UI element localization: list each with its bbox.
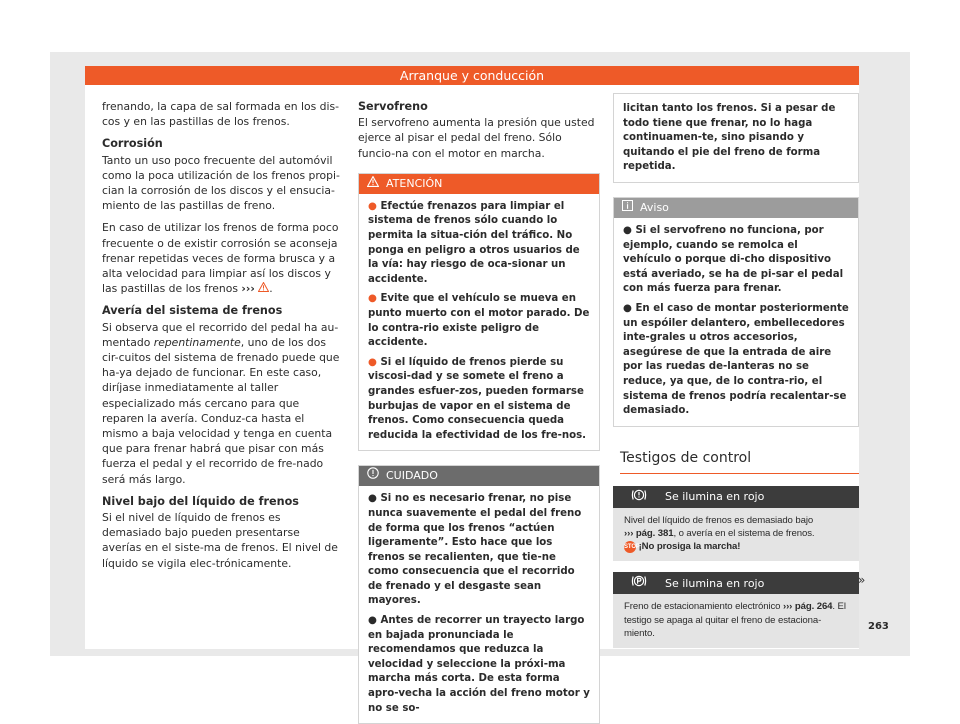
cross-ref-arrows[interactable]: ››› — [241, 282, 255, 296]
list-item — [623, 302, 849, 419]
bullet-icon: ● — [623, 224, 632, 236]
heading-servo: Servofreno — [358, 100, 428, 113]
warning-body — [359, 194, 599, 451]
warning-box — [358, 173, 600, 452]
warning-lamp-body — [613, 594, 859, 648]
list-item — [368, 292, 590, 350]
warning-triangle-icon — [367, 174, 379, 194]
list-item-text: Si no es necesario frenar, no pise nunca suavemente el pedal del freno de forma que los frenos “actúen ligeramente”. Esto hace que los frenos se recalienten, que tie-ne como consecuencia que el recorrido de frenado y el desgaste sean mayores. — [368, 493, 582, 607]
caution-circle-icon — [367, 466, 379, 486]
paragraph: El servofreno aumenta la presión que usted ejerce al pisar el pedal del freno. Sólo funcio-na con el motor en marcha. — [358, 116, 595, 160]
bullet-icon: ● — [368, 356, 377, 368]
parking-brake-lamp-icon — [613, 574, 665, 592]
list-item — [623, 224, 849, 297]
list-item-text: Antes de recorrer un trayecto largo en bajada pronunciada le recomendamos que reduzca la velocidad y seleccione la próxi-ma marcha más corta. De esta forma apro-vecha la acción del freno motor y no se so- — [368, 615, 590, 714]
paragraph: Si el nivel de líquido de frenos es demasiado bajo pueden presentarse averías en el siste-ma de frenos. El nivel de líquido se vigila elec-trónicamente. — [102, 511, 338, 570]
lamp-text: . El testigo se apaga al quitar el freno de estaciona-miento. — [624, 601, 846, 639]
column-middle — [358, 99, 600, 724]
list-item-text: Si el líquido de frenos pierde su viscosi-dad y se somete el freno a grandes esfuer-zos, pueden formarse burbujas de vapor en el sistema de frenos. Como consecuencia queda reducida la efectividad de los fre-nos. — [368, 356, 587, 441]
list-item — [368, 614, 590, 716]
list-item-text: Evite que el vehículo se mueva en punto muerto con el motor parado. De lo contra-rio existe peligro de accidente. — [368, 293, 590, 349]
heading-brake-failure: Avería del sistema de frenos — [102, 304, 283, 318]
chapter-header: Arranque y conducción — [85, 66, 859, 85]
caution-header — [359, 466, 599, 486]
caution-title: CUIDADO — [386, 469, 438, 483]
warning-lamp-card — [613, 486, 859, 562]
note-title: Aviso — [640, 200, 669, 214]
column-right — [613, 93, 859, 648]
warning-lamp-card — [613, 572, 859, 648]
paragraph: frenando, la capa de sal formada en los dis-cos y en las pastillas de los frenos. — [102, 100, 340, 129]
page-ref-link[interactable]: ››› pág. 264 — [782, 601, 833, 613]
paragraph — [102, 320, 340, 487]
warning-title: ATENCIÓN — [386, 176, 443, 190]
bullet-icon: ● — [368, 200, 377, 212]
continue-mark: » — [858, 573, 866, 587]
warning-header — [359, 174, 599, 194]
paragraph-text: Si observa que el recorrido del pedal ha au-mentado — [102, 320, 339, 349]
list-item-text: En el caso de montar posteriormente un espóiler delantero, embellecedores inte-grales u otros accesorios, asegúrese de que la entrada de aire por las ruedas de-lanteras no se reduce, ya que, de lo contra-rio, el sistema de frenos podría recalentar-se demasiado. — [623, 302, 849, 417]
bullet-icon: ● — [368, 293, 377, 305]
caution-box-continued — [613, 93, 859, 183]
lamp-warning-text: ¡No prosiga la marcha! — [638, 541, 741, 553]
note-body — [614, 218, 858, 426]
emphasis-text: repentinamente — [153, 335, 241, 349]
section-title: Testigos de control — [620, 449, 859, 474]
warning-lamp-title: Se ilumina en rojo — [665, 490, 765, 504]
list-item-text: Efectúe frenazos para limpiar el sistema de frenos sólo cuando lo permita la situa-ción del tráfico. No ponga en peligro a otros usuarios de la vía: hay riesgo de oca-sionar un accidente. — [368, 200, 580, 285]
warning-triangle-icon — [258, 282, 269, 295]
lamp-text: , o avería en el sistema de frenos. — [673, 527, 815, 539]
caution-body — [359, 486, 599, 723]
list-item — [368, 200, 590, 288]
stop-icon: STOP — [624, 541, 636, 553]
page-number: 263 — [868, 621, 889, 632]
paragraph-text: , uno de los dos cir-cuitos del sistema de frenado puede que ha-ya dejado de funcionar. En este caso, diríjase inmediatamente al taller especializado más cercano para que reparen la avería. Conduz-ca hasta el mismo a baja velocidad y tenga en cuenta que para frenar habrá que pisar con más fuerza el pedal y el recorrido de fre-nado será más largo. — [102, 335, 340, 486]
brake-warning-lamp-icon — [613, 488, 665, 506]
bullet-icon: ● — [623, 302, 632, 314]
bullet-icon: ● — [368, 615, 377, 627]
warning-lamp-title: Se ilumina en rojo — [665, 576, 765, 590]
caution-continued-body: licitan tanto los frenos. Si a pesar de todo tiene que frenar, no lo haga continuamen-te, sino pisando y quitando el pie del freno de forma repetida. — [623, 103, 836, 173]
info-icon — [622, 198, 633, 218]
note-header — [614, 198, 858, 218]
column-left — [102, 99, 340, 578]
lamp-text: Nivel del líquido de frenos es demasiado bajo — [624, 514, 814, 526]
lamp-text: Freno de estacionamiento electrónico — [624, 601, 783, 613]
page-ref-link[interactable]: ››› pág. 381 — [624, 527, 674, 539]
paragraph: Tanto un uso poco frecuente del automóvil como la poca utilización de los frenos propi-cian la corrosión de los discos y el ensucia-miento de las pastillas de freno. — [102, 153, 340, 213]
note-box — [613, 197, 859, 427]
heading-corrosion: Corrosión — [102, 137, 163, 151]
bullet-icon: ● — [368, 493, 377, 505]
warning-lamp-header — [613, 486, 859, 508]
paragraph-with-ref: En caso de utilizar los frenos de forma poco frecuente o de existir corrosión se aconseja frenar repetidas veces de forma brusca y a alta velocidad para limpiar así los discos y las pastillas de los frenos ››› . — [102, 221, 339, 296]
caution-box — [358, 465, 600, 724]
list-item-text: Si el servofreno no funciona, por ejemplo, cuando se remolca el vehículo o porque di-cho dispositivo está averiado, se ha de pi-sar el pedal con más fuerza para frenar. — [623, 224, 844, 295]
list-item — [368, 492, 590, 609]
list-item — [368, 356, 590, 444]
warning-lamp-body — [613, 508, 859, 562]
heading-fluid-level: Nivel bajo del líquido de frenos — [102, 494, 299, 508]
paragraph-text: En caso de utilizar los frenos de forma poco frecuente o de existir corrosión se aconseja frenar repetidas veces de forma brusca y a alta velocidad para limpiar así los discos y las pastillas de los frenos — [102, 221, 339, 296]
warning-lamp-header — [613, 572, 859, 594]
